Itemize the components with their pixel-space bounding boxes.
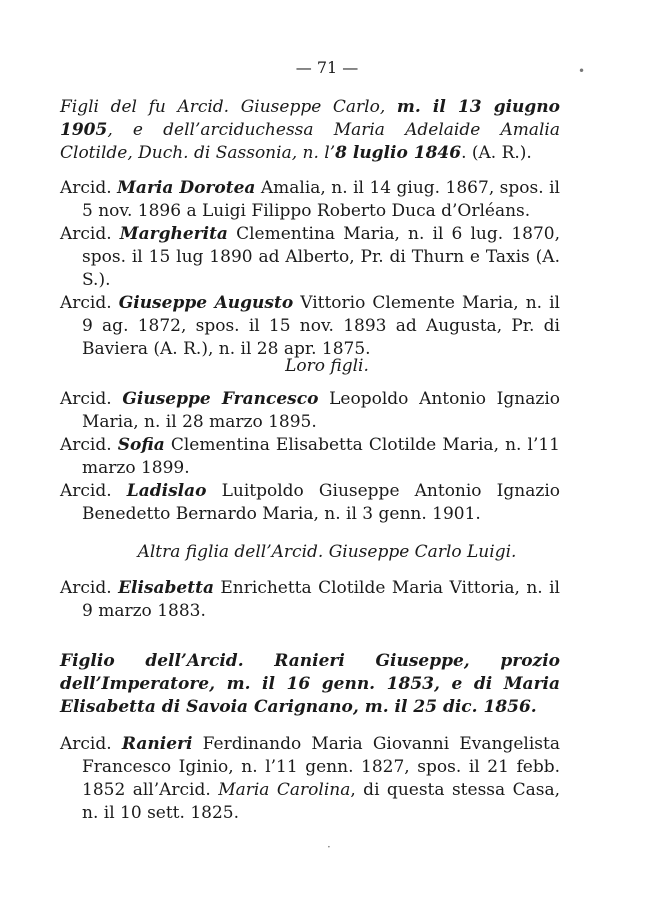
speck-mark: • xyxy=(578,64,586,78)
altra-figlia-title: Altra figlia dell’Arcid. Giuseppe Carlo Luigi. xyxy=(137,542,517,562)
entry-giuseppe-augusto: Arcid. Giuseppe Augusto Vittorio Clemente Maria, n. il 9 ag. 1872, spos. il 15 nov. 1893 ad Augusta, Pr. di Baviera (A. R.), n. il 28 apr. 1875. xyxy=(60,293,560,359)
entry-sofia: Arcid. Sofia Clementina Elisabetta Clotilde Maria, n. l’11 marzo 1899. xyxy=(60,435,560,478)
speck-mark: · xyxy=(327,840,331,854)
entry-ranieri: Arcid. Ranieri Ferdinando Maria Giovanni Evangelista Francesco Iginio, n. l’11 genn. 1827, spos. il 21 febb. 1852 all’Arcid. Maria Carolina, di questa stessa Casa, n. il 10 sett. 1825. xyxy=(60,734,560,823)
loro-figli-title: Loro figli. xyxy=(285,356,369,376)
entry-ladislao: Arcid. Ladislao Luitpoldo Giuseppe Antonio Ignazio Benedetto Bernardo Maria, n. il 3 genn. 1901. xyxy=(60,481,560,524)
entry-margherita: Arcid. Margherita Clementina Maria, n. il 6 lug. 1870, spos. il 15 lug 1890 ad Alberto, Pr. di Thurn e Taxis (A. S.). xyxy=(60,224,560,290)
page-number: — 71 — xyxy=(295,58,359,77)
section-figlio-ranieri xyxy=(60,650,560,825)
section-heading: Figli del fu Arcid. Giuseppe Carlo, m. il 13 giugno 1905, e dell’arciduchessa Maria Adelaide Amalia Clotilde, Duch. di Sassonia, n. l’8 luglio 1846. (A. R.). xyxy=(60,97,560,163)
section-heading-ranieri: Figlio dell’Arcid. Ranieri Giuseppe, prozio dell’Imperatore, m. il 16 genn. 1853, e di Maria Elisabetta di Savoia Carignano, m. il 25 dic. 1856. xyxy=(60,651,560,717)
entry-giuseppe-francesco: Arcid. Giuseppe Francesco Leopoldo Antonio Ignazio Maria, n. il 28 marzo 1895. xyxy=(60,389,560,432)
entry-maria-dorotea: Arcid. Maria Dorotea Amalia, n. il 14 giug. 1867, spos. il 5 nov. 1896 a Luigi Filippo Roberto Duca d’Orléans. xyxy=(60,178,560,221)
entry-elisabetta: Arcid. Elisabetta Enrichetta Clotilde Maria Vittoria, n. il 9 marzo 1883. xyxy=(60,578,560,621)
section-loro-figli xyxy=(60,388,560,526)
section-altra-figlia xyxy=(60,577,560,623)
section-figli-giuseppe-carlo xyxy=(60,96,560,361)
